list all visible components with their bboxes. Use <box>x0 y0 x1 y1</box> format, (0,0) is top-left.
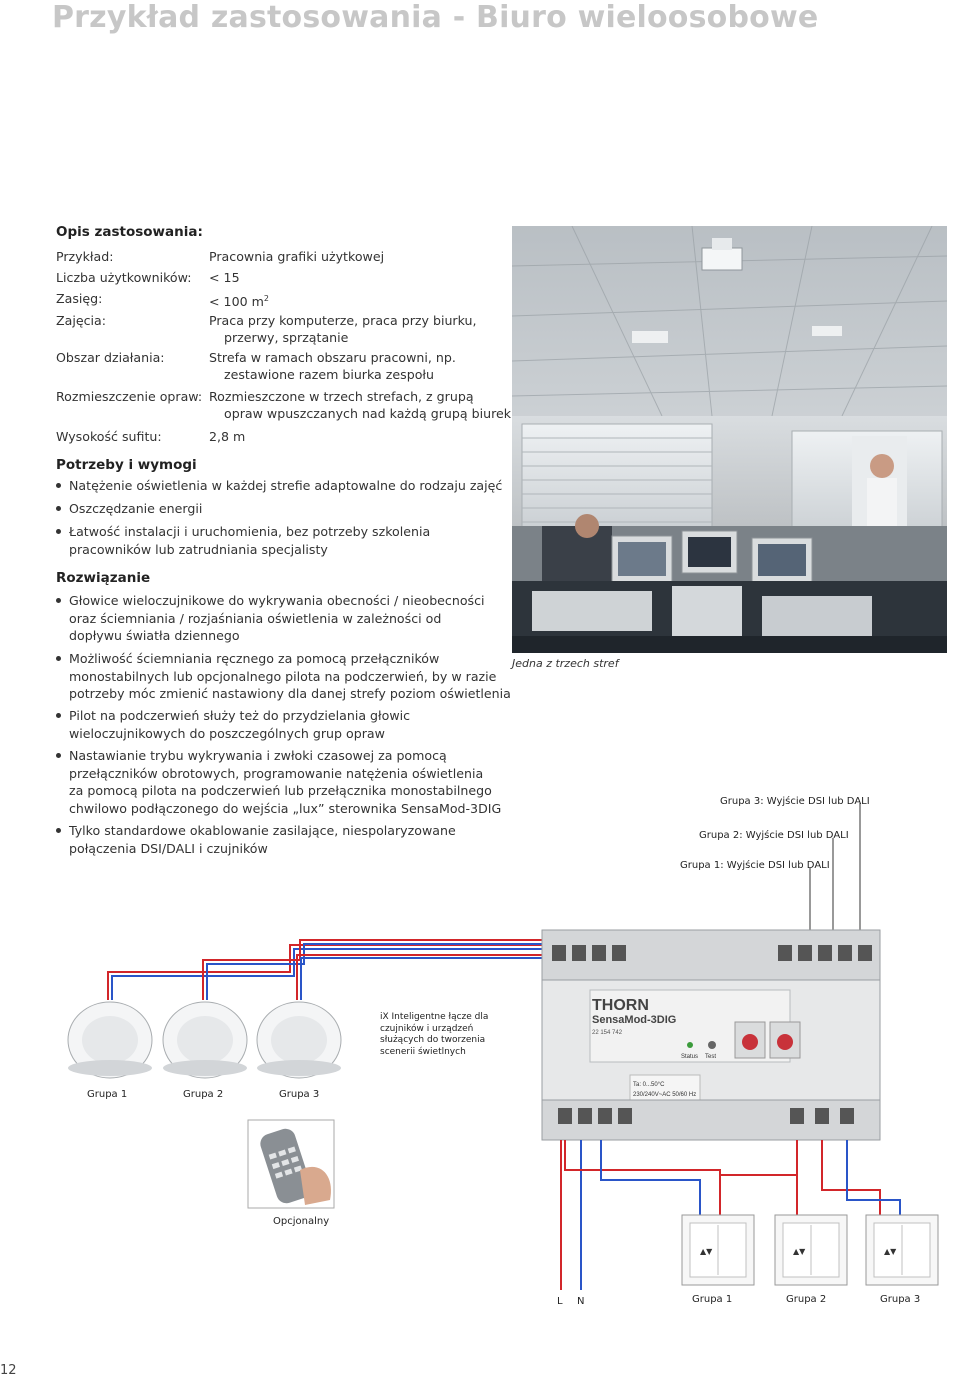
status-label: Status <box>681 1054 699 1060</box>
device-model: SensaMod-3DIG <box>592 1014 677 1026</box>
photo-caption: Jedna z trzech stref <box>512 657 619 670</box>
wall-switch <box>866 1215 938 1285</box>
output-label-group2: Grupa 2: Wyjście DSI lub DALI <box>699 830 849 841</box>
ceiling-sensor <box>257 1002 341 1078</box>
power-label-n: N <box>577 1296 585 1307</box>
list-item: Łatwość instalacji i uruchomienia, bez potrzeby szkolenia pracowników lub zatrudniania specjalisty <box>56 523 430 558</box>
list-item: Natężenie oświetlenia w każdej strefie adaptowalne do rodzaju zajęć <box>56 477 502 495</box>
list-item: Pilot na podczerwień służy też do przydzielania głowic wieloczujnikowych do poszczególnych grup opraw <box>56 707 410 742</box>
device-brand: THORN <box>592 997 649 1014</box>
spec-value: < 15 <box>209 270 240 285</box>
page-title: Przykład zastosowania - Biuro wieloosobowe <box>52 0 819 35</box>
spec-label: Wysokość sufitu: <box>56 429 162 444</box>
section-heading-potrzeby: Potrzeby i wymogi <box>56 457 197 473</box>
sensor-wires <box>108 940 584 1000</box>
ceiling-sensor <box>68 1002 152 1078</box>
wall-switches <box>682 1215 938 1285</box>
spec-label: Zajęcia: <box>56 313 106 328</box>
ix-note: iX Inteligentne łącze dla czujników i urządzeń służących do tworzenia scenerii świetlnych <box>380 1012 489 1057</box>
sensor-label: Grupa 1 <box>87 1089 128 1100</box>
switch-label: Grupa 2 <box>786 1294 827 1305</box>
remote-control <box>248 1120 334 1208</box>
list-item: Tylko standardowe okablowanie zasilające, niespolaryzowane połączenia DSI/DALI i czujników <box>56 822 456 857</box>
sensor-label: Grupa 2 <box>183 1089 224 1100</box>
spec-value-cont: przerwy, sprzątanie <box>224 330 349 345</box>
list-item: Możliwość ściemniania ręcznego za pomocą przełączników monostabilnych lub opcjonalnego pilota na podczerwień, by w razie potrzeby móc zmienić nastawiony dla danej strefy poziom oświetlenia <box>56 650 511 703</box>
svg-text:▲▼: ▲▼ <box>884 1247 897 1256</box>
spec-value: Rozmieszczone w trzech strefach, z grupą <box>209 389 474 404</box>
device-spec-temp: Ta: 0...50°C <box>633 1082 665 1088</box>
spec-label: Rozmieszczenie opraw: <box>56 389 203 404</box>
spec-value: < 100 $m^2$ <box>209 294 269 310</box>
spec-label: Liczba użytkowników: <box>56 270 192 285</box>
spec-value: Pracownia grafiki użytkowej <box>209 249 385 264</box>
test-label: Test <box>705 1054 717 1060</box>
section-heading-rozwiazanie: Rozwiązanie <box>56 570 151 586</box>
wall-switch <box>775 1215 847 1285</box>
spec-value-cont: zestawione razem biurka zespołu <box>224 367 434 382</box>
spec-label: Zasięg: <box>56 291 103 306</box>
svg-text:▲▼: ▲▼ <box>700 1247 713 1256</box>
switch-label: Grupa 3 <box>880 1294 921 1305</box>
page-number: 12 <box>0 1363 17 1378</box>
spec-value: Strefa w ramach obszaru pracowni, np. <box>209 350 456 365</box>
spec-value-cont: opraw wpuszczanych nad każdą grupą biurek <box>224 406 512 421</box>
list-item: Nastawianie trybu wykrywania i zwłoki czasowej za pomocą przełączników obrotowych, programowanie natężenia oświetlenia za pomocą pilota na podczerwień lub przełącznika monostabilnego chwilowo podłączonego do wejścia „lux” sterownika SensaMod-3DIG <box>56 747 501 817</box>
ceiling-sensors <box>68 1002 341 1078</box>
power-label-l: L <box>557 1296 563 1307</box>
spec-value: 2,8 m <box>209 429 246 444</box>
spec-label: Przykład: <box>56 249 114 264</box>
svg-text:▲▼: ▲▼ <box>793 1247 806 1256</box>
output-label-group3: Grupa 3: Wyjście DSI lub DALI <box>720 796 870 807</box>
spec-value: Praca przy komputerze, praca przy biurku, <box>209 313 477 328</box>
spec-label: Obszar działania: <box>56 350 165 365</box>
sensamod-device <box>542 930 880 1140</box>
list-item: Oszczędzanie energii <box>56 500 202 518</box>
section-heading-opis: Opis zastosowania: <box>56 224 203 240</box>
remote-label: Opcjonalny <box>273 1216 330 1227</box>
switch-label: Grupa 1 <box>692 1294 733 1305</box>
output-label-group1: Grupa 1: Wyjście DSI lub DALI <box>680 860 830 871</box>
wall-switch <box>682 1215 754 1285</box>
ceiling-sensor <box>163 1002 247 1078</box>
device-spec-power: 230/240V~AC 50/60 Hz <box>633 1092 697 1098</box>
device-code: 22 154 742 <box>592 1030 623 1036</box>
list-item: Głowice wieloczujnikowe do wykrywania obecności / nieobecności oraz ściemniania / rozjaśniania oświetlenia w zależności od dopływu światła dziennego <box>56 592 485 645</box>
sensor-label: Grupa 3 <box>279 1089 320 1100</box>
